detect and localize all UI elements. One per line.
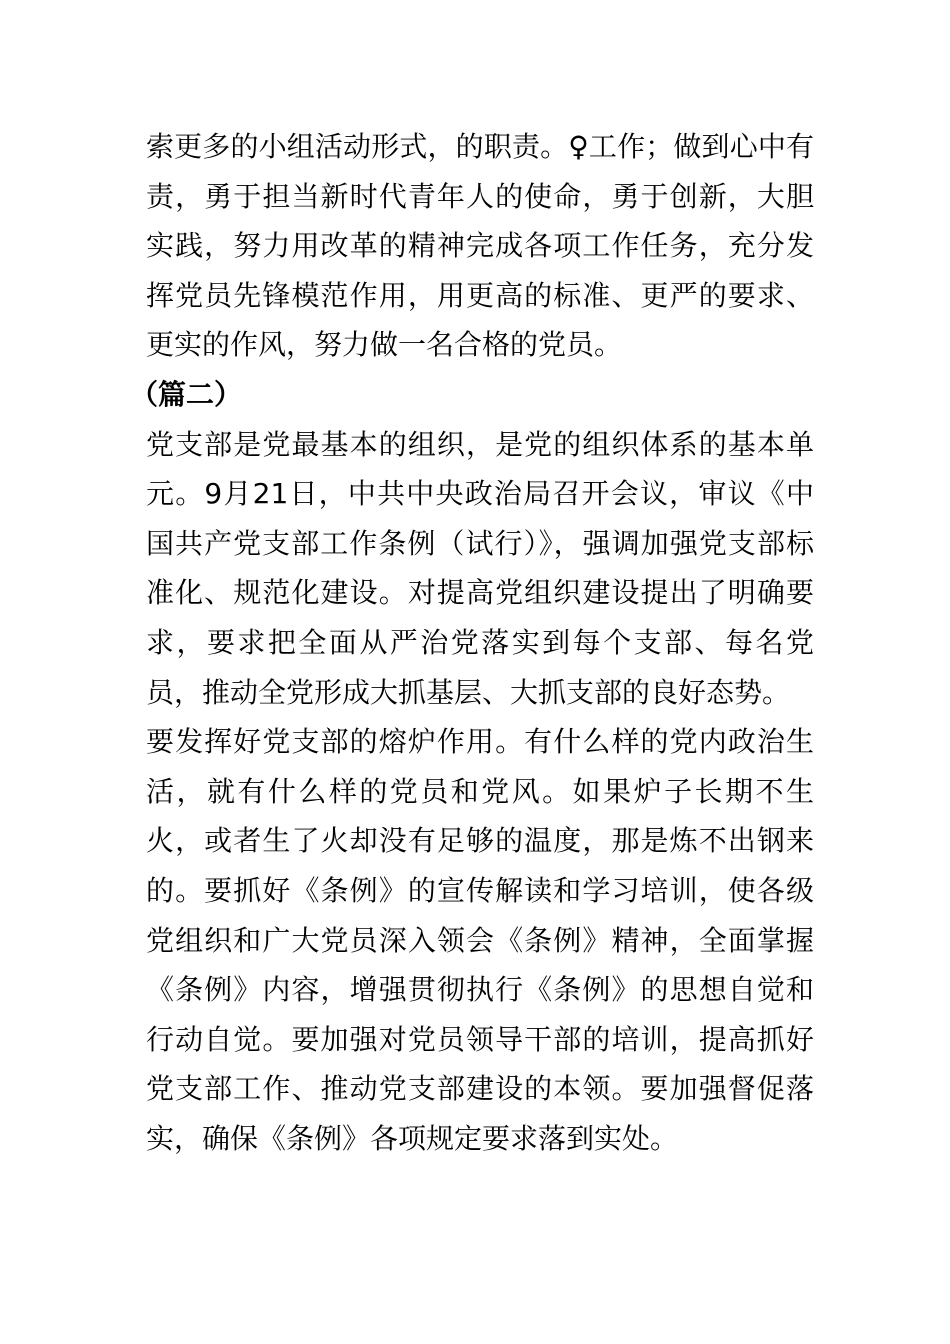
paragraph-branch-overview: 党支部是党最基本的组织，是党的组织体系的基本单元。9月21日，中共中央政治局召开会议，审议《中国共产党支部工作条例（试行）》，强调加强党支部标准化、规范化建设。对提高党组织建设提出了明确要求，要求把全面从严治党落实到每个支部、每名党员，推动全党形成大抓基层、大抓支部的良好态势。 bbox=[146, 427, 814, 709]
section-heading: （篇二） bbox=[130, 377, 243, 411]
paragraph-intro-continuation: 索更多的小组活动形式，的职责。♀工作；做到心中有责，勇于担当新时代青年人的使命，勇于创新，大胆实践，努力用改革的精神完成各项工作任务，充分发挥党员先锋模范作用，用更高的标准、更严的要求、更实的作风，努力做一名合格的党员。 bbox=[146, 130, 814, 362]
paragraph-furnace-role: 要发挥好党支部的熔炉作用。有什么样的党内政治生活，就有什么样的党员和党风。如果炉子长期不生火，或者生了火却没有足够的温度，那是炼不出钢来的。要抓好《条例》的宣传解读和学习培训，使各级党组织和广大党员深入领会《条例》精神，全面掌握《条例》内容，增强贯彻执行《条例》的思想自觉和行动自觉。要加强对党员领导干部的培训，提高抓好党支部工作、推动党支部建设的本领。要加强督促落实，确保《条例》各项规定要求落到实处。 bbox=[146, 725, 814, 1155]
document-body bbox=[130, 122, 814, 1163]
